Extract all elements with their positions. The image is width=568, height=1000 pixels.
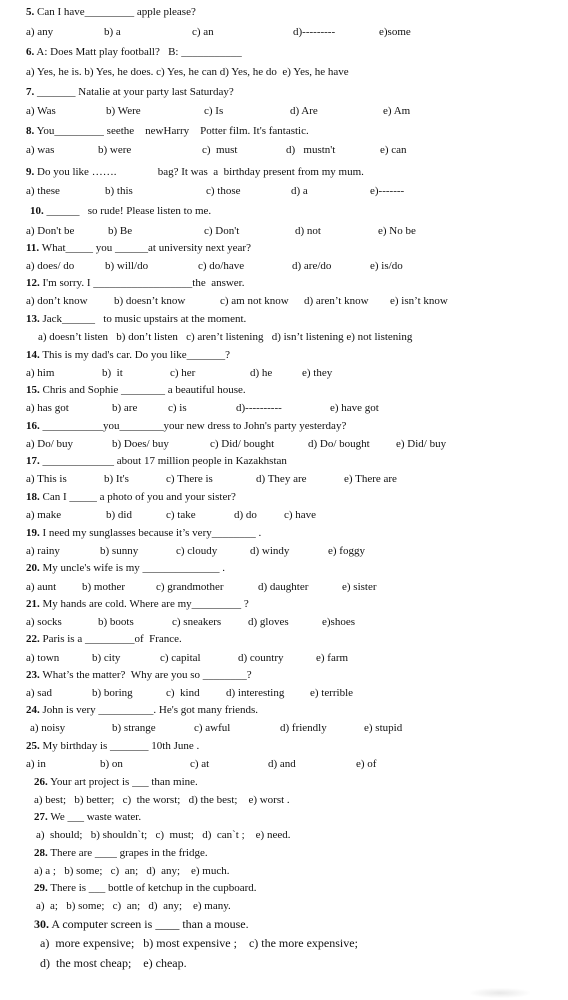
question-text: Can I _____ a photo of you and your sister? bbox=[42, 491, 236, 503]
option-e: e) sister bbox=[342, 581, 377, 593]
option-b: b) are bbox=[112, 402, 138, 414]
option-c: c) grandmother bbox=[156, 581, 224, 593]
question-number: 13. bbox=[26, 313, 40, 325]
question-text: There is ___ bottle of ketchup in the cupboard. bbox=[50, 882, 257, 894]
question-number: 6. bbox=[26, 46, 35, 58]
question-text: Your art project is ___ than mine. bbox=[50, 776, 198, 788]
question-9 bbox=[26, 165, 364, 179]
question-number: 15. bbox=[26, 384, 40, 396]
question-text: Do you like ……. bag? It was a birthday present from my mum. bbox=[37, 166, 364, 178]
question-number: 21. bbox=[26, 598, 40, 610]
option-c: c) am not know bbox=[220, 295, 289, 307]
question-number: 10. bbox=[30, 205, 44, 217]
option-d: d) daughter bbox=[258, 581, 309, 593]
option-e: e) stupid bbox=[364, 722, 403, 734]
option-a: a) Don't be bbox=[26, 225, 75, 237]
question-number: 12. bbox=[26, 277, 40, 289]
option-b: b) boots bbox=[98, 616, 134, 628]
option-d: d) Do/ bought bbox=[308, 438, 370, 450]
question-text: A computer screen is ____ than a mouse. bbox=[51, 917, 249, 931]
option-d: d) a bbox=[291, 185, 308, 197]
option-b: b) city bbox=[92, 652, 121, 664]
option-d: d) They are bbox=[256, 473, 307, 485]
option-c: c) There is bbox=[166, 473, 213, 485]
option-a: a) town bbox=[26, 652, 60, 664]
question-number: 8. bbox=[26, 125, 35, 137]
question-11 bbox=[26, 241, 251, 255]
question-number: 5. bbox=[26, 6, 35, 18]
question-number: 17. bbox=[26, 455, 40, 467]
question-7 bbox=[26, 85, 234, 99]
option-c: c) is bbox=[168, 402, 187, 414]
question-text: I'm sorry. I __________________the answer. bbox=[42, 277, 245, 289]
option-d: d) Are bbox=[290, 105, 318, 117]
question-24 bbox=[26, 703, 258, 717]
option-a: a) these bbox=[26, 185, 60, 197]
option-e: e)shoes bbox=[322, 616, 355, 628]
option-b: b) strange bbox=[112, 722, 156, 734]
question-number: 20. bbox=[26, 562, 40, 574]
option-d: d)---------- bbox=[236, 402, 282, 414]
question-30 bbox=[34, 917, 249, 931]
option-c: c) Don't bbox=[204, 225, 240, 237]
question-number: 23. bbox=[26, 669, 40, 681]
question-text: ___________you________your new dress to John's party yesterday? bbox=[42, 420, 347, 432]
option-line: a) more expensive; b) most expensive ; c) the more expensive; bbox=[40, 936, 358, 950]
option-e: e) There are bbox=[344, 473, 397, 485]
question-27 bbox=[34, 810, 141, 824]
option-a: a) does/ do bbox=[26, 260, 75, 272]
option-c: c) cloudy bbox=[176, 545, 218, 557]
option-line: d) the most cheap; e) cheap. bbox=[40, 956, 187, 970]
option-a: a) has got bbox=[26, 402, 69, 414]
question-number: 26. bbox=[34, 776, 48, 788]
option-a: a) aunt bbox=[26, 581, 57, 593]
question-text: What_____ you ______at university next year? bbox=[41, 242, 251, 254]
option-e: e) Am bbox=[383, 105, 411, 117]
option-e: e) can bbox=[380, 144, 407, 156]
option-a: a) was bbox=[26, 144, 55, 156]
option-e: e)------- bbox=[370, 185, 405, 197]
question-number: 7. bbox=[26, 86, 35, 98]
option-line: a) a; b) some; c) an; d) any; e) many. bbox=[36, 900, 231, 912]
option-b: b) It's bbox=[104, 473, 129, 485]
question-text: A: Does Matt play football? B: ___________ bbox=[36, 46, 242, 58]
option-a: a) This is bbox=[26, 473, 67, 485]
option-b: b) mother bbox=[82, 581, 126, 593]
question-number: 29. bbox=[34, 882, 48, 894]
option-a: a) rainy bbox=[26, 545, 60, 557]
question-number: 28. bbox=[34, 847, 48, 859]
question-22 bbox=[26, 632, 182, 646]
option-b: b) were bbox=[98, 144, 132, 156]
question-number: 22. bbox=[26, 633, 40, 645]
question-text: Chris and Sophie ________ a beautiful house. bbox=[42, 384, 246, 396]
question-text: _____________ about 17 million people in Kazakhstan bbox=[42, 455, 287, 467]
question-23 bbox=[26, 668, 252, 682]
option-a: a) Was bbox=[26, 105, 56, 117]
option-e: e)some bbox=[379, 26, 411, 38]
option-b: b) did bbox=[106, 509, 132, 521]
option-c: c) Is bbox=[204, 105, 224, 117]
option-c: c) Did/ bought bbox=[210, 438, 275, 450]
option-a: a) noisy bbox=[30, 722, 66, 734]
option-a: a) any bbox=[26, 26, 54, 38]
question-text: My uncle's wife is my ______________ . bbox=[42, 562, 226, 574]
option-b: b) on bbox=[100, 758, 123, 770]
question-text: We ___ waste water. bbox=[50, 811, 142, 823]
question-number: 24. bbox=[26, 704, 40, 716]
option-d: d) mustn't bbox=[286, 144, 336, 156]
question-number: 14. bbox=[26, 349, 40, 361]
option-line: a) a ; b) some; c) an; d) any; e) much. bbox=[34, 865, 230, 877]
option-c: c) kind bbox=[166, 687, 200, 699]
question-28 bbox=[34, 846, 208, 860]
option-e: e) No be bbox=[378, 225, 416, 237]
option-b: b) a bbox=[104, 26, 121, 38]
option-d: d) friendly bbox=[280, 722, 327, 734]
option-a: a) Do/ buy bbox=[26, 438, 74, 450]
option-c: c) sneakers bbox=[172, 616, 222, 628]
option-b: b) boring bbox=[92, 687, 133, 699]
question-text: Jack______ to music upstairs at the moment. bbox=[42, 313, 247, 325]
option-c: c) awful bbox=[194, 722, 231, 734]
option-a: a) in bbox=[26, 758, 46, 770]
option-line: a) Yes, he is. b) Yes, he does. c) Yes, he can d) Yes, he do e) Yes, he have bbox=[26, 66, 349, 78]
option-e: e) isn’t know bbox=[390, 295, 448, 307]
question-number: 30. bbox=[34, 917, 49, 931]
question-13 bbox=[26, 312, 246, 326]
option-a: a) socks bbox=[26, 616, 62, 628]
question-text: _______ Natalie at your party last Saturday? bbox=[37, 86, 234, 98]
option-e: c) have bbox=[284, 509, 317, 521]
question-number: 9. bbox=[26, 166, 35, 178]
option-d: d) not bbox=[295, 225, 321, 237]
question-6 bbox=[26, 45, 242, 59]
option-b: b) sunny bbox=[100, 545, 139, 557]
option-d: d) aren’t know bbox=[304, 295, 369, 307]
option-c: c) at bbox=[190, 758, 210, 770]
option-d: d) interesting bbox=[226, 687, 285, 699]
question-text: I need my sunglasses because it’s very________ . bbox=[42, 527, 262, 539]
option-e: e) of bbox=[356, 758, 377, 770]
question-19 bbox=[26, 526, 261, 540]
option-a: a) don’t know bbox=[26, 295, 88, 307]
option-c: c) an bbox=[192, 26, 214, 38]
option-c: c) must bbox=[202, 144, 238, 156]
question-text: My hands are cold. Where are my_________ ? bbox=[42, 598, 249, 610]
option-line: a) best; b) better; c) the worst; d) the best; e) worst . bbox=[34, 794, 290, 806]
option-e: e) Did/ buy bbox=[396, 438, 447, 450]
option-b: b) doesn’t know bbox=[114, 295, 186, 307]
option-c: c) those bbox=[206, 185, 241, 197]
option-e: e) they bbox=[302, 367, 333, 379]
question-29 bbox=[34, 881, 257, 895]
option-c: c) do/have bbox=[198, 260, 245, 272]
option-d: d) country bbox=[238, 652, 284, 664]
question-number: 25. bbox=[26, 740, 40, 752]
question-text: This is my dad's car. Do you like_______? bbox=[42, 349, 231, 361]
question-text: ______ so rude! Please listen to me. bbox=[46, 205, 212, 217]
question-text: What’s the matter? Why are you so ________? bbox=[42, 669, 252, 681]
question-number: 19. bbox=[26, 527, 40, 539]
option-d: d) windy bbox=[250, 545, 290, 557]
question-text: Paris is a _________of France. bbox=[42, 633, 182, 645]
option-b: b) it bbox=[102, 367, 123, 379]
option-line: a) doesn’t listen b) don’t listen c) aren’t listening d) isn’t listening e) not listening bbox=[38, 331, 413, 343]
option-b: b) Were bbox=[106, 105, 141, 117]
question-20 bbox=[26, 561, 225, 575]
option-line: a) should; b) shouldn`t; c) must; d) can`t ; e) need. bbox=[36, 829, 291, 841]
option-a: a) him bbox=[26, 367, 55, 379]
scan-smudge bbox=[470, 988, 530, 998]
option-a: a) make bbox=[26, 509, 62, 521]
question-number: 16. bbox=[26, 420, 40, 432]
option-d: d) gloves bbox=[248, 616, 289, 628]
question-text: You_________ seethe newHarry Potter film. It's fantastic. bbox=[36, 125, 309, 137]
question-25 bbox=[26, 739, 199, 753]
options-30-line-2 bbox=[40, 956, 187, 998]
question-text: Can I have_________ apple please? bbox=[37, 6, 196, 18]
question-text: John is very __________. He's got many friends. bbox=[42, 704, 259, 716]
option-d: d) do bbox=[234, 509, 257, 521]
option-e: e) foggy bbox=[328, 545, 365, 557]
question-number: 27. bbox=[34, 811, 48, 823]
question-12 bbox=[26, 276, 245, 290]
question-5 bbox=[26, 5, 196, 19]
question-14 bbox=[26, 348, 230, 362]
question-text: My birthday is _______ 10th June . bbox=[42, 740, 200, 752]
option-e: e) terrible bbox=[310, 687, 354, 699]
question-8 bbox=[26, 124, 309, 138]
question-10 bbox=[30, 204, 211, 218]
option-b: b) Does/ buy bbox=[112, 438, 169, 450]
option-c: c) capital bbox=[160, 652, 201, 664]
question-number: 18. bbox=[26, 491, 40, 503]
question-18 bbox=[26, 490, 236, 504]
option-c: c) take bbox=[166, 509, 196, 521]
option-b: b) Be bbox=[108, 225, 133, 237]
option-e: e) farm bbox=[316, 652, 349, 664]
option-d: d)--------- bbox=[293, 26, 336, 38]
option-b: b) this bbox=[105, 185, 133, 197]
question-text: There are ____ grapes in the fridge. bbox=[50, 847, 208, 859]
question-15 bbox=[26, 383, 246, 397]
option-e: e) is/do bbox=[370, 260, 403, 272]
option-c: c) her bbox=[170, 367, 196, 379]
option-d: d) are/do bbox=[292, 260, 332, 272]
option-d: d) he bbox=[250, 367, 273, 379]
option-e: e) have got bbox=[330, 402, 379, 414]
question-17 bbox=[26, 454, 287, 468]
option-b: b) will/do bbox=[105, 260, 149, 272]
option-a: a) sad bbox=[26, 687, 52, 699]
option-d: d) and bbox=[268, 758, 296, 770]
question-26 bbox=[34, 775, 198, 789]
question-21 bbox=[26, 597, 249, 611]
question-16 bbox=[26, 419, 346, 433]
question-number: 11. bbox=[26, 242, 40, 254]
